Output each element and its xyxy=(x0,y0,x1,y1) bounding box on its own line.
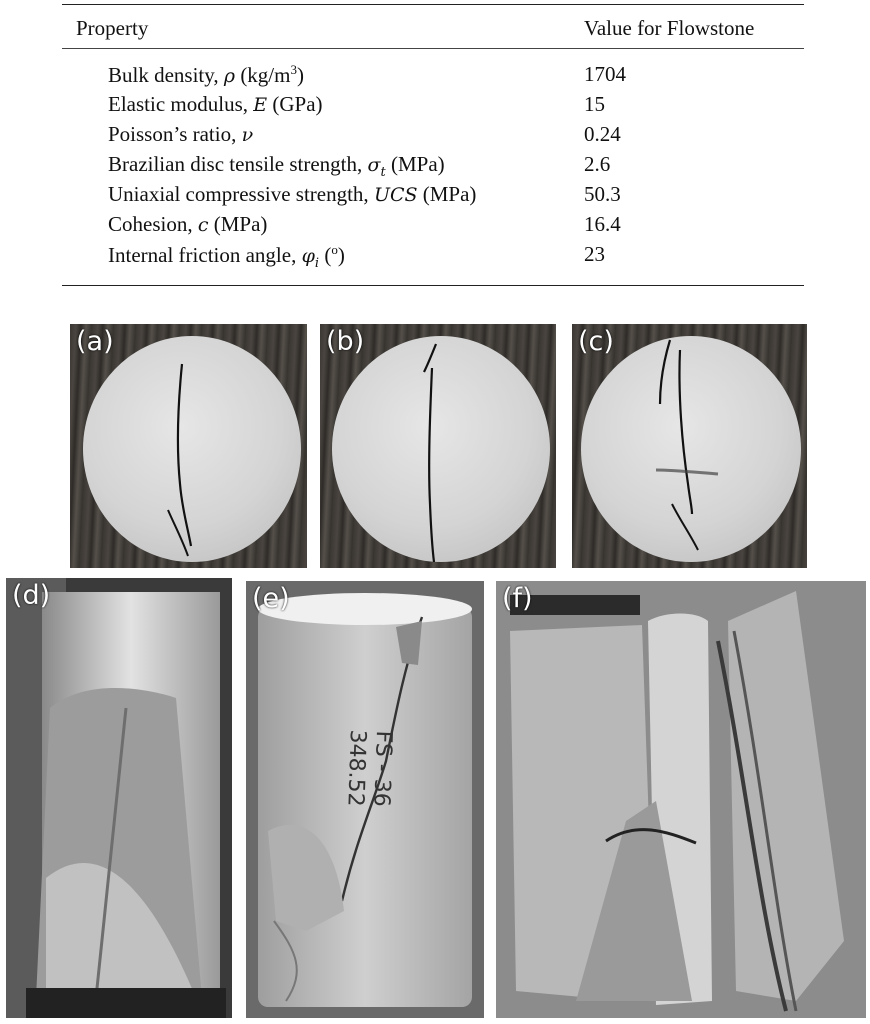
panel-label: (f) xyxy=(502,583,533,614)
row-symbol: φ xyxy=(301,245,315,267)
row-label: Internal friction angle, xyxy=(108,243,302,267)
table-row xyxy=(62,212,804,242)
table-row xyxy=(62,182,804,212)
specimen-illustration xyxy=(496,581,866,1018)
row-unit-sup: o xyxy=(331,242,338,257)
row-symbol: UCS xyxy=(373,184,418,206)
row-unit: (MPa) xyxy=(385,152,445,176)
photo-ucs-specimen-e xyxy=(246,581,484,1018)
table-row xyxy=(62,92,804,122)
table-row xyxy=(62,242,804,272)
row-unit-sup: 3 xyxy=(290,62,297,77)
panel-label: (b) xyxy=(326,326,365,357)
row-label: Elastic modulus, xyxy=(108,92,254,116)
header-property: Property xyxy=(76,16,149,40)
row-unit-tail: ) xyxy=(337,243,345,267)
table-row xyxy=(62,62,804,92)
row-value: 0.24 xyxy=(584,122,621,146)
photo-disc-b xyxy=(320,324,556,568)
row-symbol-sub: i xyxy=(314,256,320,272)
row-value: 15 xyxy=(584,92,605,116)
crack-trace xyxy=(572,324,807,568)
row-symbol: c xyxy=(197,214,209,236)
row-symbol: σ xyxy=(367,154,381,176)
row-symbol: E xyxy=(253,94,268,116)
table-top-rule xyxy=(62,4,804,5)
row-label: Uniaxial compressive strength, xyxy=(108,182,374,206)
row-label: Brazilian disc tensile strength, xyxy=(108,152,368,176)
photo-ucs-specimen-d xyxy=(6,578,232,1018)
row-label: Poisson’s ratio, xyxy=(108,122,242,146)
row-symbol-sub: t xyxy=(380,165,386,181)
header-value: Value for Flowstone xyxy=(584,16,755,40)
row-unit: (kg/m xyxy=(235,63,291,87)
row-value: 2.6 xyxy=(584,152,611,176)
photo-disc-a xyxy=(70,324,307,568)
properties-table xyxy=(62,4,804,286)
photo-disc-c xyxy=(572,324,807,568)
row-unit: ( xyxy=(319,243,332,267)
row-unit: (MPa) xyxy=(208,212,268,236)
row-symbol: ρ xyxy=(223,65,236,87)
row-unit: (GPa) xyxy=(267,92,323,116)
row-value: 23 xyxy=(584,242,605,266)
crack-trace xyxy=(320,324,556,568)
table-header-rule xyxy=(62,48,804,49)
row-label: Bulk density, xyxy=(108,63,224,87)
row-unit: (MPa) xyxy=(417,182,477,206)
panel-label: (d) xyxy=(12,580,51,611)
table-bottom-rule xyxy=(62,285,804,286)
specimen-number: 348.52 xyxy=(342,729,371,808)
table-row xyxy=(62,152,804,182)
specimen-id: FS - 36 xyxy=(368,730,396,808)
row-value: 1704 xyxy=(584,62,626,86)
specimen-illustration xyxy=(6,578,232,1018)
panel-label: (e) xyxy=(252,583,290,614)
panel-label: (a) xyxy=(76,326,114,357)
row-symbol: ν xyxy=(241,124,254,146)
row-label: Cohesion, xyxy=(108,212,198,236)
row-unit-tail: ) xyxy=(296,63,304,87)
row-value: 50.3 xyxy=(584,182,621,206)
specimen-marking xyxy=(341,729,396,808)
table-row xyxy=(62,122,804,152)
panel-label: (c) xyxy=(578,326,614,357)
row-value: 16.4 xyxy=(584,212,621,236)
photo-ucs-specimen-f xyxy=(496,581,866,1018)
crack-trace xyxy=(70,324,307,568)
